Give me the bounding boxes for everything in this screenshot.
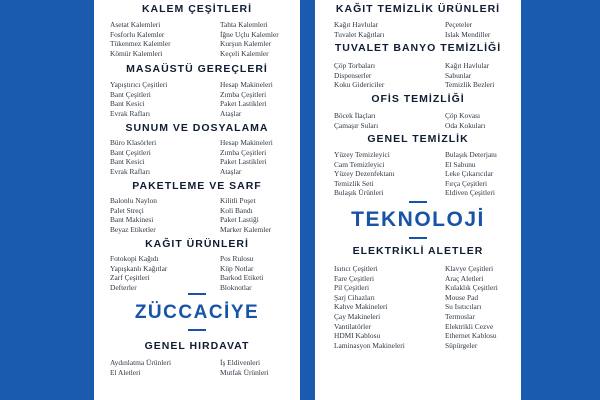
list-item: İş Eldivenleri: [220, 358, 261, 367]
list-item: Şarj Cihazları: [334, 292, 375, 302]
section-title-tuvalet: TUVALET BANYO TEMİZLİĞİ: [334, 42, 502, 54]
section-title-genel: GENEL TEMİZLİK: [367, 133, 469, 145]
paketleme-list-col2: [220, 196, 271, 234]
list-item: Kağıt Havlular: [445, 61, 490, 70]
list-item: Fare Çeşitleri: [334, 273, 375, 283]
list-item: Yapıştırıcı Çeşitleri: [110, 80, 168, 89]
list-item: Bant Çeşitleri: [110, 89, 151, 99]
list-item: Yüzey Dezenfektanı: [334, 169, 395, 179]
list-item: Palet Streçi: [110, 205, 144, 215]
list-item: Isıtıcı Çeşitleri: [334, 264, 378, 273]
genel-list-col2: [445, 150, 497, 198]
list-item: Islak Mendiller: [445, 29, 491, 39]
temizlik-kagit-list-col1: [334, 20, 384, 39]
list-item: Kurşun Kalemler: [220, 39, 272, 49]
brand-title-teknoloji: TEKNOLOJİ: [351, 208, 485, 231]
list-item: Böcek İlaçları: [334, 111, 376, 120]
section-title-temizlik-kagit: KAĞIT TEMİZLİK ÜRÜNLERİ: [335, 3, 501, 15]
tuvalet-list-col1: [334, 61, 384, 90]
list-item: Temizlik Bezleri: [445, 80, 495, 90]
list-item: Bulaşık Ürünleri: [334, 188, 384, 198]
left-catalog-panel: [94, 0, 300, 400]
list-item: Hesap Makineleri: [220, 80, 273, 89]
list-item: Zarf Çeşitleri: [110, 273, 150, 283]
list-item: Eldiven Çeşitleri: [445, 188, 495, 198]
kagit-list-col1: [110, 254, 167, 292]
list-item: Ataşlar: [220, 108, 242, 118]
list-item: Vantilatörler: [334, 321, 371, 331]
list-item: Elektrikli Cezve: [445, 321, 494, 331]
list-item: Bant Kesici: [110, 99, 145, 109]
list-item: Büro Klasörleri: [110, 138, 157, 147]
list-item: Bant Çeşitleri: [110, 147, 151, 157]
section-title-paketleme: PAKETLEME VE SARF: [132, 180, 262, 192]
masaustu-list-col2: [220, 80, 273, 118]
list-item: Marker Kalemler: [220, 224, 272, 234]
list-item: Süpürgeler: [445, 340, 478, 350]
list-item: Fosforlu Kalemler: [110, 29, 165, 39]
list-item: Kağıt Havlular: [334, 20, 379, 29]
list-item: Zımba Çeşitleri: [220, 147, 267, 157]
list-item: Aydınlatma Ürünleri: [110, 358, 172, 367]
list-item: Çöp Kovası: [445, 111, 481, 120]
hirdavat-list-col2: [220, 358, 269, 377]
list-item: Araç Aletleri: [445, 273, 484, 283]
list-item: Mutfak Ürünleri: [220, 367, 269, 377]
list-item: Asetat Kalemleri: [110, 20, 161, 29]
list-item: Çay Makineleri: [334, 311, 381, 321]
paketleme-list-col1: [110, 196, 157, 234]
kagit-list-col2: [220, 254, 263, 292]
list-item: Koli Bandı: [220, 205, 253, 215]
list-item: Oda Kokuları: [445, 120, 486, 130]
elektrikli-list-col1: [334, 264, 405, 350]
ofis-list-col1: [334, 111, 378, 130]
sunum-list-col1: [110, 138, 156, 176]
ofis-list-col2: [445, 111, 485, 130]
list-item: Sabunlar: [445, 70, 472, 80]
list-item: Cam Temizleyici: [334, 159, 385, 169]
list-item: Ethernet Kablosu: [445, 331, 497, 341]
section-title-ofis: OFİS TEMİZLİĞİ: [371, 93, 465, 105]
list-item: Dispenserler: [334, 70, 372, 80]
list-item: Çamaşır Suları: [334, 120, 379, 130]
list-item: El Aletleri: [110, 367, 141, 377]
list-item: Klavye Çeşitleri: [445, 264, 494, 273]
section-title-kagit: KAĞIT ÜRÜNLERİ: [145, 238, 249, 250]
list-item: İğne Uçlu Kalemler: [220, 29, 279, 39]
list-item: Tükenmez Kalemler: [110, 39, 171, 49]
list-item: Ataşlar: [220, 166, 242, 176]
list-item: Su Isıtıcıları: [445, 302, 482, 312]
list-item: Yüzey Temizleyici: [334, 150, 390, 159]
list-item: Zımba Çeşitleri: [220, 89, 267, 99]
list-item: El Sabunu: [445, 159, 476, 169]
list-item: Küp Notlar: [220, 263, 254, 273]
section-title-kalem: KALEM ÇEŞİTLERİ: [141, 3, 253, 15]
list-item: Hesap Makineleri: [220, 138, 273, 147]
brand-bar-top: [409, 201, 427, 203]
list-item: Yapışkanlı Kağıtlar: [110, 263, 168, 273]
section-title-masaustu: MASAÜSTÜ GEREÇLERİ: [126, 63, 268, 75]
list-item: Bant Kesici: [110, 157, 145, 167]
list-item: Kahve Makineleri: [334, 302, 388, 312]
kalem-list-col2: [220, 20, 279, 58]
list-item: Pil Çeşitleri: [334, 283, 370, 293]
list-item: Leke Çıkarıcılar: [445, 169, 494, 179]
kalem-list-col1: [110, 20, 171, 58]
list-item: HDMI Kablosu: [334, 331, 381, 341]
list-item: Temizlik Seti: [334, 178, 374, 188]
list-item: Kömür Kalemleri: [110, 48, 163, 58]
list-item: Mouse Pad: [445, 292, 479, 302]
list-item: Defterler: [110, 282, 137, 292]
list-item: Tahta Kalemleri: [220, 20, 268, 29]
list-item: Koku Gidericiler: [334, 80, 385, 90]
list-item: Balonlu Naylon: [110, 196, 158, 205]
list-item: Fırça Çeşitleri: [445, 178, 488, 188]
sunum-list-col2: [220, 138, 273, 176]
list-item: Paket Lastikleri: [220, 157, 267, 167]
right-catalog-panel: [315, 0, 521, 400]
brand-bar-bottom: [188, 329, 206, 331]
list-item: Tuvalet Kağıtları: [334, 29, 385, 39]
brand-bar-bottom: [409, 237, 427, 239]
list-item: Paket Lastiği: [220, 215, 259, 225]
list-item: Pos Rulosu: [220, 254, 254, 263]
list-item: Barkod Etiketi: [220, 273, 264, 283]
list-item: Bulaşık Deterjanı: [445, 150, 497, 159]
tuvalet-list-col2: [445, 61, 494, 90]
list-item: Fotokopi Kağıdı: [110, 254, 159, 263]
list-item: Laminasyon Makineleri: [334, 340, 405, 350]
list-item: Paket Lastikleri: [220, 99, 267, 109]
section-title-sunum: SUNUM VE DOSYALAMA: [125, 122, 269, 134]
list-item: Peçeteler: [445, 20, 473, 29]
list-item: Kulaklık Çeşitleri: [445, 283, 498, 293]
list-item: Bloknotlar: [220, 282, 252, 292]
list-item: Beyaz Etiketler: [110, 224, 156, 234]
hirdavat-list-col1: [110, 358, 171, 377]
list-item: Evrak Rafları: [110, 166, 151, 176]
brand-bar-top: [188, 293, 206, 295]
list-item: Bant Makinesi: [110, 215, 154, 225]
brand-title-zuccaciye: ZÜCCACİYE: [134, 302, 260, 323]
masaustu-list-col1: [110, 80, 167, 118]
list-item: Keçeli Kalemler: [220, 48, 269, 58]
elektrikli-list-col2: [445, 264, 498, 350]
list-item: Çöp Torbaları: [334, 61, 376, 70]
genel-list-col1: [334, 150, 395, 198]
section-title-hirdavat: GENEL HIRDAVAT: [144, 340, 250, 352]
list-item: Kilitli Poşet: [220, 196, 256, 205]
temizlik-kagit-list-col2: [445, 20, 490, 39]
section-title-elektrikli: ELEKTRİKLİ ALETLER: [352, 245, 484, 257]
list-item: Evrak Rafları: [110, 108, 151, 118]
list-item: Termoslar: [445, 311, 475, 321]
